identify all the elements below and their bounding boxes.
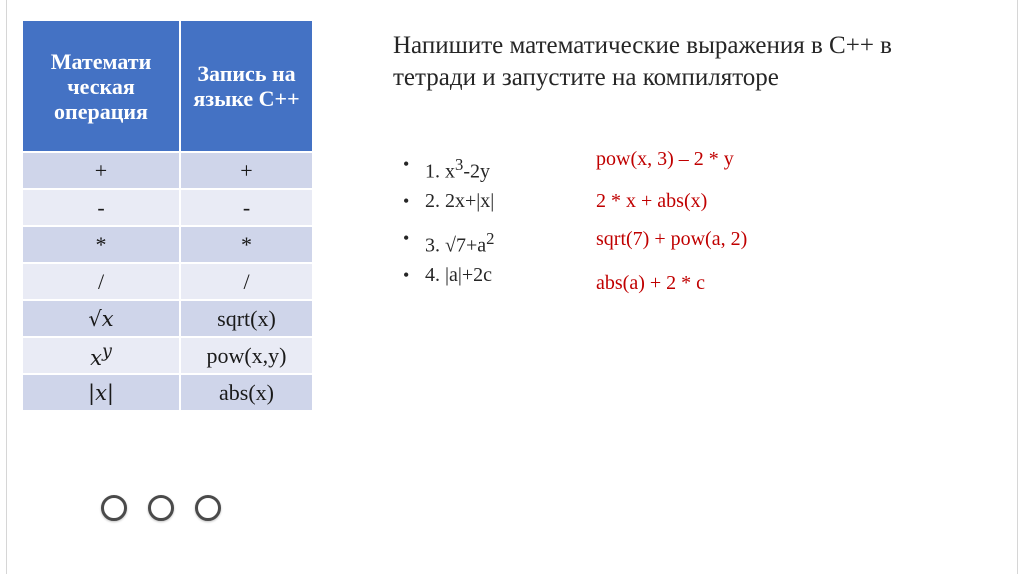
circle-icon[interactable] [195, 495, 221, 521]
table-row [22, 374, 313, 411]
table-cell-op: |x| [22, 374, 180, 411]
bullet-icon: • [403, 154, 410, 174]
table-header-row [22, 20, 313, 152]
answer-text: pow(x, 3) – 2 * y [596, 148, 734, 170]
bullet-icon: • [403, 191, 410, 211]
table-row [22, 152, 313, 189]
answer-text: 2 * x + abs(x) [596, 190, 708, 212]
slide-nav [101, 495, 221, 521]
list-item [403, 257, 494, 294]
circle-icon[interactable] [148, 495, 174, 521]
table-cell-cpp: pow(x,y) [180, 337, 313, 374]
list-item [403, 183, 494, 220]
task-text: 2. 2x+|x| [425, 190, 495, 212]
table-row [22, 189, 313, 226]
task-text: 1. x [425, 160, 455, 183]
left-border [6, 0, 7, 574]
table-cell-op: * [22, 226, 180, 263]
list-item [403, 220, 494, 257]
right-border [1017, 0, 1018, 574]
task-text: 4. |a|+2c [425, 264, 493, 286]
bullet-icon: • [403, 265, 410, 285]
power-expression: $x^y$ [90, 341, 112, 370]
circle-icon[interactable] [101, 495, 127, 521]
header-math-operation: Математи ческая операция [22, 20, 180, 152]
table-cell-op: √x [22, 300, 180, 337]
task-text-suffix: -2y [463, 160, 490, 183]
task-heading: Напишите математические выражения в C++ в тетради и запустите на компиляторе [393, 32, 892, 91]
table-cell-op: - [22, 189, 180, 226]
table-row [22, 337, 313, 374]
answer-text: abs(a) + 2 * c [596, 272, 706, 294]
table-cell-cpp: - [180, 189, 313, 226]
task-list [403, 146, 494, 294]
operations-table [21, 19, 314, 412]
bullet-icon: • [403, 228, 410, 248]
table-cell-cpp: + [180, 152, 313, 189]
list-item [403, 146, 494, 183]
power-exponent: y [101, 341, 112, 362]
task-text: 3. √7+a [425, 234, 487, 257]
header-cpp-notation: Запись на языке C++ [180, 20, 313, 152]
table-row [22, 226, 313, 263]
table-cell-op: + [22, 152, 180, 189]
task-superscript: 2 [486, 229, 495, 248]
table-row [22, 300, 313, 337]
table-cell-cpp: * [180, 226, 313, 263]
task-superscript: 3 [455, 155, 464, 174]
table-row [22, 263, 313, 300]
table-cell-op: / [22, 263, 180, 300]
table-cell-op [22, 337, 180, 374]
table-cell-cpp: sqrt(x) [180, 300, 313, 337]
answer-text: sqrt(7) + pow(a, 2) [596, 228, 748, 250]
table-cell-cpp: abs(x) [180, 374, 313, 411]
table-cell-cpp: / [180, 263, 313, 300]
